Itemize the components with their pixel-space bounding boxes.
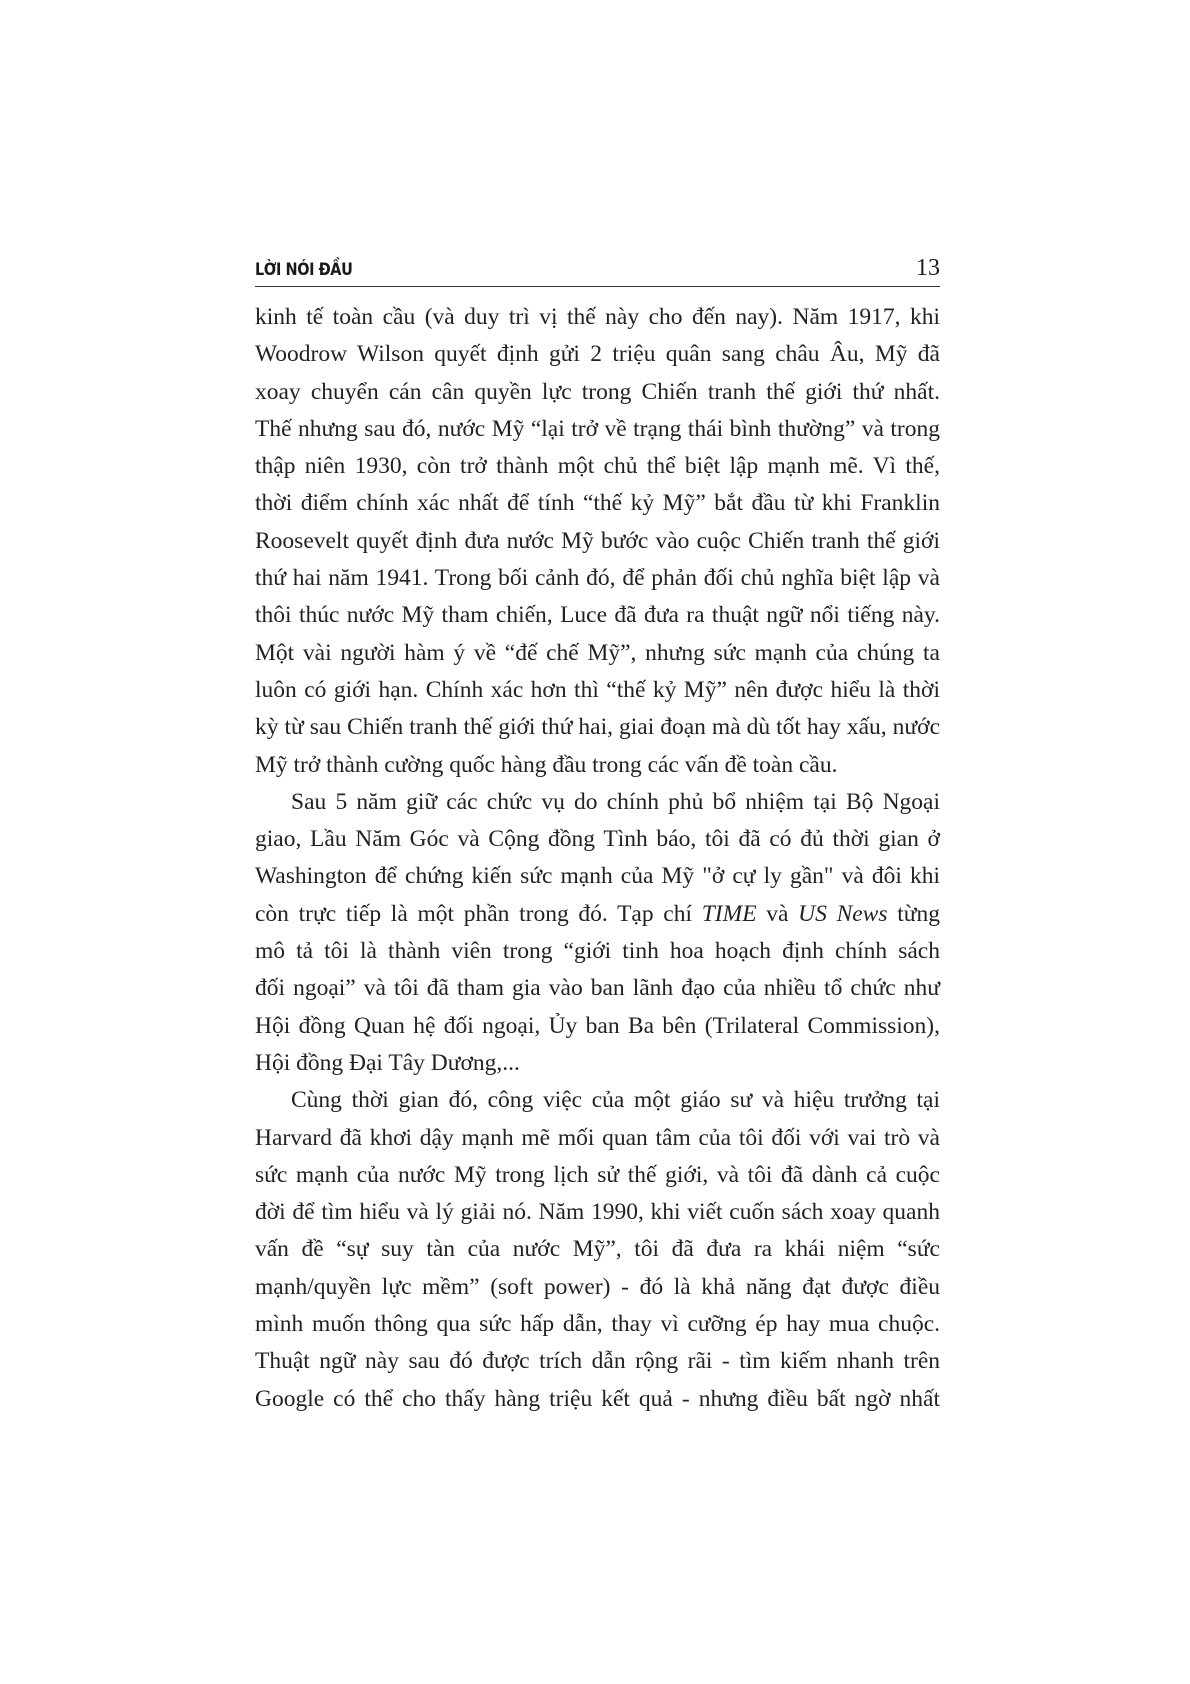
text-line: sức mạnh của nước Mỹ trong lịch sử thế giới, và tôi đã dành cả cuộc [255, 1161, 940, 1188]
magazine-title: TIME [701, 900, 757, 927]
text-line-with-italics [255, 896, 940, 933]
text-line: Sau 5 năm giữ các chức vụ do chính phủ bổ nhiệm tại Bộ Ngoại [291, 788, 940, 815]
text-line: đời để tìm hiểu và lý giải nó. Năm 1990, khi viết cuốn sách xoay quanh [255, 1199, 940, 1226]
text-line: thứ hai năm 1941. Trong bối cảnh đó, để phản đối chủ nghĩa biệt lập và [255, 565, 940, 592]
chapter-title: LỜI NÓI ĐẦU [255, 260, 353, 280]
text-line: Washington để chứng kiến sức mạnh của Mỹ "ở cự ly gần" và đôi khi [255, 863, 940, 890]
text-line: Woodrow Wilson quyết định gửi 2 triệu quân sang châu Âu, Mỹ đã [255, 341, 940, 368]
text-line: kinh tế toàn cầu (và duy trì vị thế này cho đến nay). Năm 1917, khi [255, 304, 940, 330]
text-line: đối ngoại” và tôi đã tham gia vào ban lãnh đạo của nhiều tổ chức như [255, 975, 940, 1002]
text-line: thời điểm chính xác nhất để tính “thế kỷ Mỹ” bắt đầu từ khi Franklin [255, 490, 940, 517]
text-line: Mỹ trở thành cường quốc hàng đầu trong các vấn đề toàn cầu. [255, 751, 838, 778]
text-line: Thuật ngữ này sau đó được trích dẫn rộng rãi - tìm kiếm nhanh trên [255, 1348, 940, 1375]
text-line: Cùng thời gian đó, công việc của một giáo sư và hiệu trưởng tại [291, 1087, 940, 1114]
magazine-title: US News [798, 900, 888, 927]
text-line: Một vài người hàm ý về “đế chế Mỹ”, nhưng sức mạnh của chúng ta [255, 639, 940, 666]
paragraph-2 [255, 784, 940, 1082]
text-line: xoay chuyển cán cân quyền lực trong Chiến tranh thế giới thứ nhất. [255, 378, 940, 405]
text-line: Hội đồng Quan hệ đối ngoại, Ủy ban Ba bên (Trilateral Commission), [255, 1012, 940, 1039]
page-number: 13 [916, 255, 940, 281]
text-line: mô tả tôi là thành viên trong “giới tinh hoa hoạch định chính sách [255, 938, 940, 965]
text-line: Roosevelt quyết định đưa nước Mỹ bước vào cuộc Chiến tranh thế giới [255, 527, 940, 554]
text-line: Google có thể cho thấy hàng triệu kết quả - nhưng điều bất ngờ nhất [255, 1385, 940, 1412]
text-line: Harvard đã khơi dậy mạnh mẽ mối quan tâm của tôi đối với vai trò và [255, 1124, 940, 1151]
text-span: và [756, 900, 799, 927]
text-line: giao, Lầu Năm Góc và Cộng đồng Tình báo, tôi đã có đủ thời gian ở [255, 826, 940, 853]
text-line: luôn có giới hạn. Chính xác hơn thì “thế kỷ Mỹ” nên được hiểu là thời [255, 676, 940, 703]
text-line: Thế nhưng sau đó, nước Mỹ “lại trở về trạng thái bình thường” và trong [255, 415, 940, 442]
text-line: mạnh/quyền lực mềm” (soft power) - đó là khả năng đạt được điều [255, 1273, 940, 1300]
text-line: Hội đồng Đại Tây Dương,... [255, 1049, 520, 1076]
text-line: vấn đề “sự suy tàn của nước Mỹ”, tôi đã đưa ra khái niệm “sức [255, 1236, 940, 1263]
text-line: mình muốn thông qua sức hấp dẫn, thay vì cưỡng ép hay mua chuộc. [255, 1311, 940, 1338]
body-text [255, 299, 940, 1418]
paragraph-3 [255, 1082, 940, 1418]
text-line: thập niên 1930, còn trở thành một chủ thể biệt lập mạnh mẽ. Vì thế, [255, 453, 940, 480]
paragraph-1 [255, 299, 940, 784]
book-page [255, 248, 940, 1418]
running-header [255, 248, 940, 287]
text-span: từng [887, 900, 940, 927]
text-line: kỳ từ sau Chiến tranh thế giới thứ hai, giai đoạn mà dù tốt hay xấu, nước [255, 714, 940, 741]
text-span: còn trực tiếp là một phần trong đó. Tạp chí [255, 900, 702, 927]
text-line: thôi thúc nước Mỹ tham chiến, Luce đã đưa ra thuật ngữ nổi tiếng này. [255, 602, 940, 629]
